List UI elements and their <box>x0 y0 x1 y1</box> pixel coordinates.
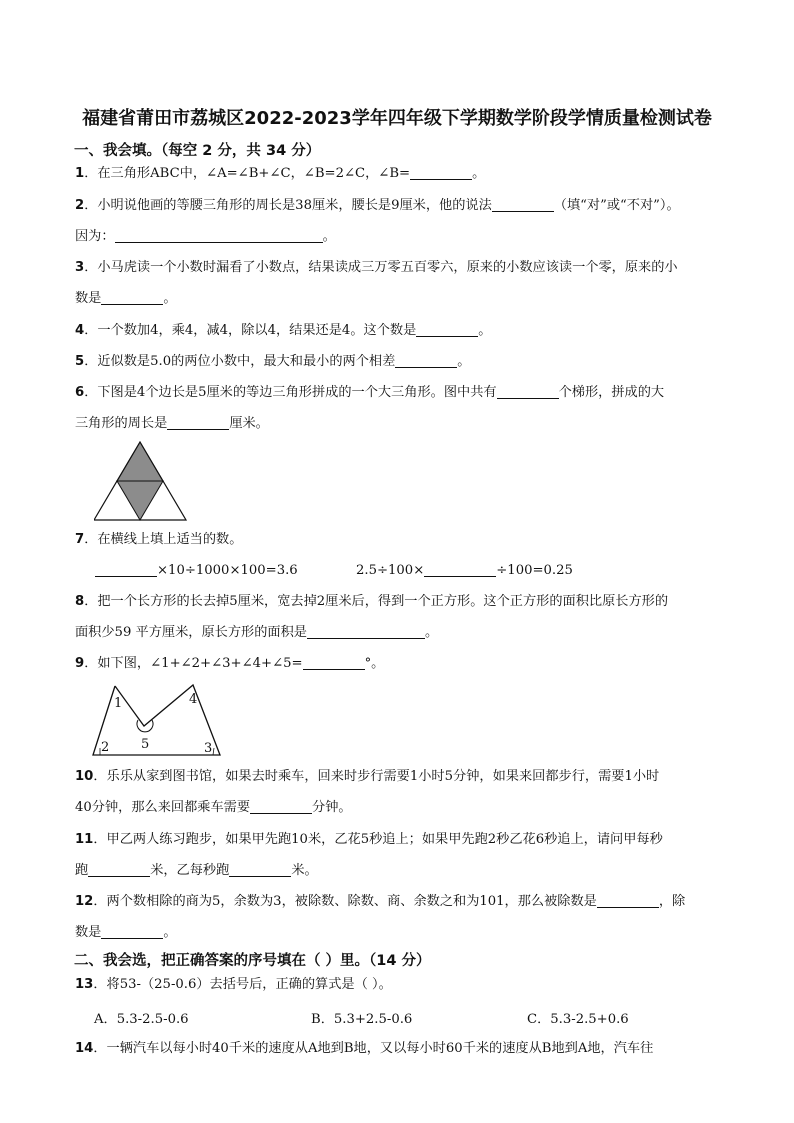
question-7-expr-2: 2.5÷100× ÷100=0.25 <box>356 563 573 578</box>
question-number: 5 <box>75 354 85 369</box>
answer-blank[interactable] <box>416 322 478 337</box>
section-2-heading: 二、我会选，把正确答案的序号填在（ ）里。（14 分） <box>74 953 431 969</box>
question-number: 8 <box>75 594 85 609</box>
pentagon-outline <box>93 685 220 755</box>
question-8: 8．把一个长方形的长去掉5厘米，宽去掉2厘米后，得到一个正方形。这个正方形的面积比原长方形的 <box>75 594 669 609</box>
answer-blank[interactable] <box>115 228 323 243</box>
angle-label-3: 3 <box>204 741 213 756</box>
answer-blank[interactable] <box>167 415 229 430</box>
question-5: 5．近似数是5.0的两位小数中，最大和最小的两个相差 。 <box>75 354 471 369</box>
answer-blank[interactable] <box>597 893 659 908</box>
angle-label-1: 1 <box>114 696 123 711</box>
question-3: 3．小马虎读一个小数时漏看了小数点，结果读成三万零五百零六，原来的小数应该读一个零，原来的小 <box>75 260 678 275</box>
answer-blank[interactable] <box>303 655 365 670</box>
question-number: 3 <box>75 260 85 275</box>
question-8-cont: 面积少59 平方厘米，原长方形的面积是 。 <box>75 625 439 640</box>
option-a[interactable]: A．5.3-2.5-0.6 <box>94 1012 189 1027</box>
question-number: 12 <box>75 894 94 909</box>
angle-label-5: 5 <box>141 737 150 752</box>
answer-blank[interactable] <box>95 562 157 577</box>
question-7-expr-1: ×10÷1000×100=3.6 <box>95 561 298 581</box>
question-number: 14 <box>75 1041 94 1056</box>
question-number: 2 <box>75 198 85 213</box>
question-12-cont: 数是 。 <box>75 925 177 940</box>
answer-blank[interactable] <box>307 624 425 639</box>
shaded-top-triangle <box>117 442 163 481</box>
question-6: 6．下图是4个边长是5厘米的等边三角形拼成的一个大三角形。图中共有 个梯形，拼成的大 <box>75 385 665 400</box>
page-title: 福建省莆田市荔城区2022-2023学年四年级下学期数学阶段学情质量检测试卷 <box>82 108 712 129</box>
angle-label-2: 2 <box>101 740 110 755</box>
question-number: 4 <box>75 323 85 338</box>
question-12: 12．两个数相除的商为5，余数为3，被除数、除数、商、余数之和为101，那么被除数是 ，除 <box>75 894 686 909</box>
answer-blank[interactable] <box>101 290 163 305</box>
question-number: 11 <box>75 832 94 847</box>
question-number: 13 <box>75 977 94 992</box>
answer-blank[interactable] <box>395 353 457 368</box>
question-number: 9 <box>75 656 85 671</box>
answer-blank[interactable] <box>250 799 312 814</box>
answer-blank[interactable] <box>492 197 554 212</box>
option-c[interactable]: C．5.3-2.5+0.6 <box>527 1012 629 1027</box>
question-11-cont: 跑 米，乙每秒跑 米。 <box>75 863 318 878</box>
shaded-center-triangle <box>117 481 163 520</box>
question-13: 13．将53-（25-0.6）去括号后，正确的算式是（ ）。 <box>75 977 392 992</box>
answer-blank[interactable] <box>101 924 163 939</box>
question-3-cont: 数是 。 <box>75 291 177 306</box>
triangle-figure <box>94 440 214 524</box>
question-11: 11．甲乙两人练习跑步，如果甲先跑10米，乙花5秒追上；如果甲先跑2秒乙花6秒追上，请问甲每秒 <box>75 832 663 847</box>
answer-blank[interactable] <box>497 384 559 399</box>
question-6-cont: 三角形的周长是 厘米。 <box>75 416 269 431</box>
question-10-cont: 40分钟，那么来回都乘车需要 分钟。 <box>75 800 352 815</box>
question-14: 14．一辆汽车以每小时40千米的速度从A地到B地，又以每小时60千米的速度从B地到A地，汽车往 <box>75 1041 654 1056</box>
answer-blank[interactable] <box>410 165 472 180</box>
section-1-heading: 一、我会填。（每空 2 分，共 34 分） <box>74 143 321 159</box>
angle-label-4: 4 <box>189 692 198 707</box>
angle-figure <box>90 682 230 758</box>
answer-blank[interactable] <box>229 862 291 877</box>
question-9: 9．如下图，∠1+∠2+∠3+∠4+∠5= °。 <box>75 656 385 671</box>
question-number: 6 <box>75 385 85 400</box>
answer-blank[interactable] <box>424 562 496 577</box>
question-4: 4．一个数加4，乘4，减4，除以4，结果还是4。这个数是 。 <box>75 323 492 338</box>
question-2: 2．小明说他画的等腰三角形的周长是38厘米，腰长是9厘米，他的说法 （填“对”或“不对”）。 <box>75 198 680 213</box>
option-b[interactable]: B．5.3+2.5-0.6 <box>311 1012 413 1027</box>
question-2-reason: 因为： 。 <box>75 229 336 244</box>
question-7: 7．在横线上填上适当的数。 <box>75 532 243 547</box>
question-number: 1 <box>75 166 85 181</box>
question-10: 10．乐乐从家到图书馆，如果去时乘车，回来时步行需要1小时5分钟，如果来回都步行，需要1小时 <box>75 769 660 784</box>
question-number: 7 <box>75 532 85 547</box>
question-1: 1．在三角形ABC中，∠A=∠B+∠C，∠B=2∠C，∠B= 。 <box>75 166 486 181</box>
angle-3-mark <box>213 748 214 755</box>
question-number: 10 <box>75 769 94 784</box>
answer-blank[interactable] <box>88 862 150 877</box>
